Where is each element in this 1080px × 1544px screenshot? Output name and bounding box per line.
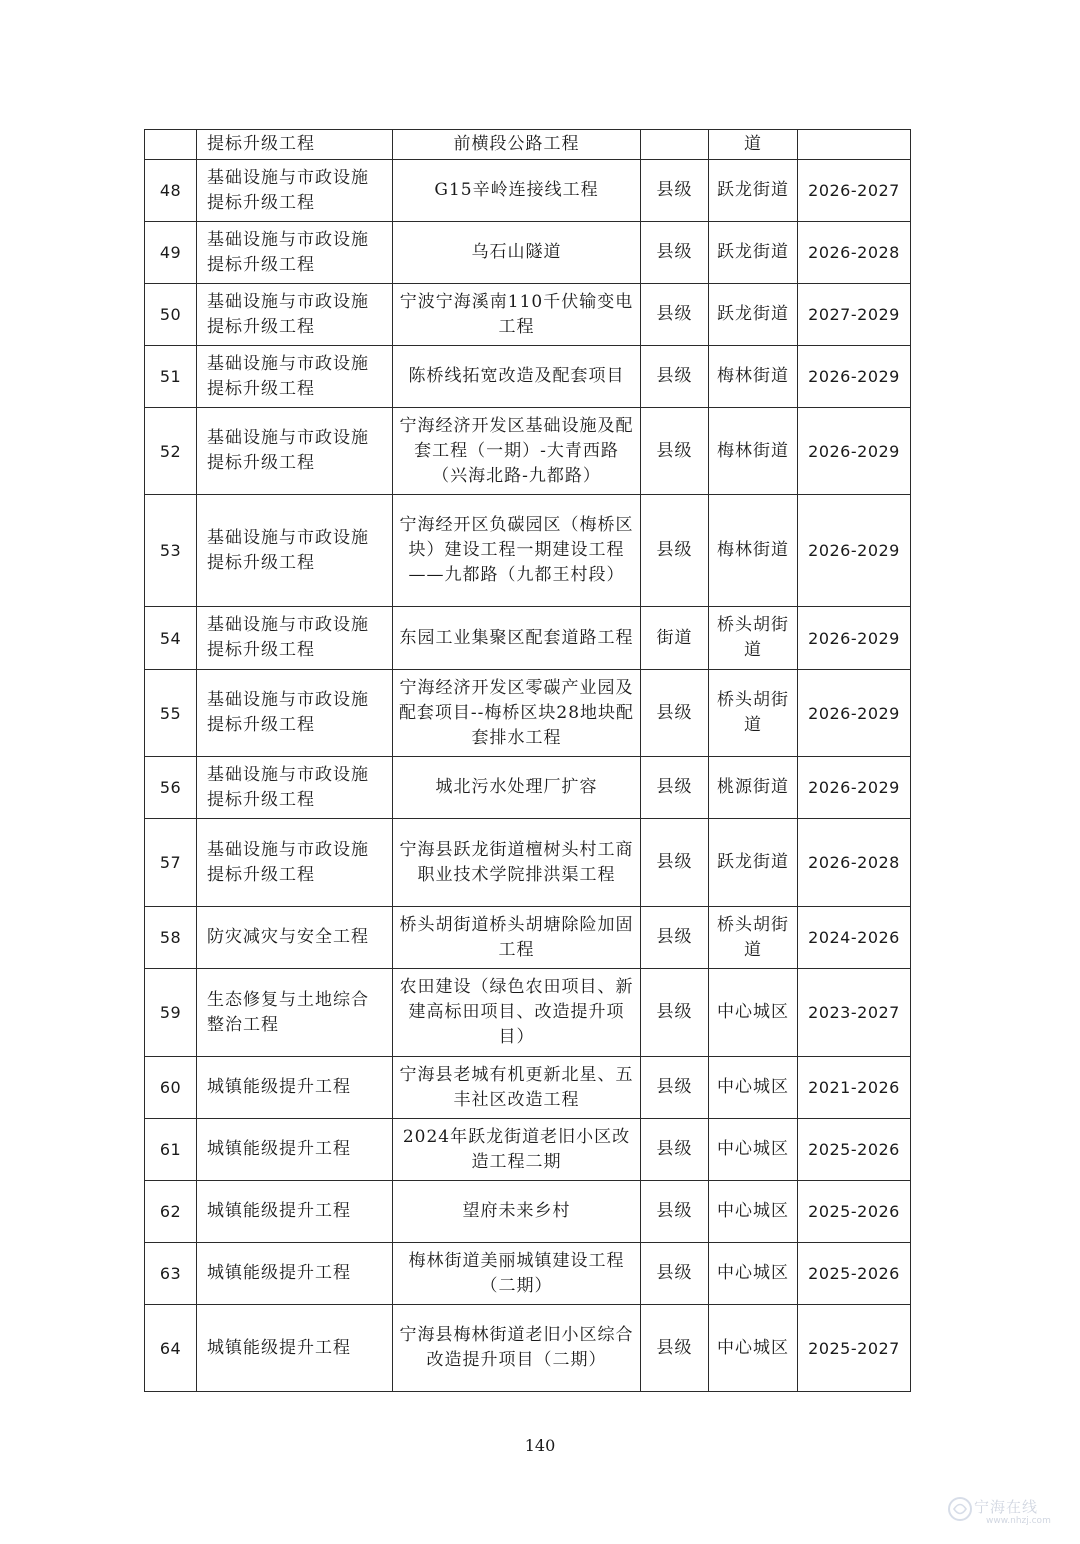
row-project-name: 农田建设（绿色农田项目、新建高标田项目、改造提升项目）	[393, 969, 641, 1057]
projects-table	[144, 129, 911, 1392]
row-years: 2026-2028	[798, 819, 911, 907]
row-project-name: 乌石山隧道	[393, 222, 641, 284]
row-years: 2027-2029	[798, 284, 911, 346]
row-category: 基础设施与市政设施提标升级工程	[197, 670, 393, 757]
row-location: 中心城区	[709, 1305, 798, 1392]
row-number: 55	[145, 670, 197, 757]
row-category: 城镇能级提升工程	[197, 1057, 393, 1119]
row-number	[145, 130, 197, 160]
row-level	[641, 130, 709, 160]
row-number: 61	[145, 1119, 197, 1181]
row-category: 防灾减灾与安全工程	[197, 907, 393, 969]
row-years: 2024-2026	[798, 907, 911, 969]
row-years: 2026-2029	[798, 757, 911, 819]
row-location: 梅林街道	[709, 346, 798, 408]
row-years	[798, 130, 911, 160]
row-years: 2025-2026	[798, 1181, 911, 1243]
row-location: 跃龙街道	[709, 819, 798, 907]
table-row	[145, 819, 911, 907]
row-location: 跃龙街道	[709, 160, 798, 222]
row-project-name: 桥头胡街道桥头胡塘除险加固工程	[393, 907, 641, 969]
table-row	[145, 222, 911, 284]
table-row	[145, 607, 911, 670]
row-project-name: 宁海县老城有机更新北星、五丰社区改造工程	[393, 1057, 641, 1119]
row-level: 县级	[641, 408, 709, 495]
row-project-name: 城北污水处理厂扩容	[393, 757, 641, 819]
row-level: 县级	[641, 670, 709, 757]
row-level: 县级	[641, 1057, 709, 1119]
row-number: 62	[145, 1181, 197, 1243]
row-project-name: 宁海经济开发区基础设施及配套工程（一期）-大青西路（兴海北路-九都路）	[393, 408, 641, 495]
row-project-name: 望府未来乡村	[393, 1181, 641, 1243]
row-location: 中心城区	[709, 1181, 798, 1243]
row-years: 2026-2027	[798, 160, 911, 222]
row-category: 基础设施与市政设施提标升级工程	[197, 757, 393, 819]
row-years: 2021-2026	[798, 1057, 911, 1119]
row-number: 49	[145, 222, 197, 284]
row-location: 桥头胡街道	[709, 670, 798, 757]
row-location: 中心城区	[709, 969, 798, 1057]
row-level: 县级	[641, 284, 709, 346]
row-category: 基础设施与市政设施提标升级工程	[197, 222, 393, 284]
row-years: 2025-2026	[798, 1119, 911, 1181]
table-row	[145, 160, 911, 222]
table-row	[145, 495, 911, 607]
row-years: 2026-2029	[798, 495, 911, 607]
table-row	[145, 1305, 911, 1392]
table-row	[145, 907, 911, 969]
row-years: 2026-2029	[798, 607, 911, 670]
table-row	[145, 757, 911, 819]
row-number: 48	[145, 160, 197, 222]
row-years: 2026-2028	[798, 222, 911, 284]
row-number: 50	[145, 284, 197, 346]
row-category: 生态修复与土地综合整治工程	[197, 969, 393, 1057]
row-category: 城镇能级提升工程	[197, 1305, 393, 1392]
row-location: 梅林街道	[709, 408, 798, 495]
row-project-name: 梅林街道美丽城镇建设工程（二期）	[393, 1243, 641, 1305]
site-watermark	[946, 1494, 1066, 1530]
row-number: 64	[145, 1305, 197, 1392]
table-row	[145, 670, 911, 757]
row-location: 桥头胡街道	[709, 907, 798, 969]
row-level: 县级	[641, 160, 709, 222]
row-number: 51	[145, 346, 197, 408]
row-number: 52	[145, 408, 197, 495]
row-level: 县级	[641, 907, 709, 969]
row-category: 提标升级工程	[197, 130, 393, 160]
row-years: 2025-2026	[798, 1243, 911, 1305]
watermark-text: 宁海在线	[974, 1498, 1039, 1516]
row-project-name: 陈桥线拓宽改造及配套项目	[393, 346, 641, 408]
projects-table-body	[145, 130, 911, 1392]
table-row	[145, 1057, 911, 1119]
row-number: 58	[145, 907, 197, 969]
row-project-name: 宁波宁海溪南110千伏输变电工程	[393, 284, 641, 346]
row-location: 中心城区	[709, 1057, 798, 1119]
row-location: 桥头胡街道	[709, 607, 798, 670]
row-category: 基础设施与市政设施提标升级工程	[197, 284, 393, 346]
row-level: 县级	[641, 222, 709, 284]
row-project-name: 宁海县跃龙街道檀树头村工商职业技术学院排洪渠工程	[393, 819, 641, 907]
row-level: 街道	[641, 607, 709, 670]
row-years: 2026-2029	[798, 670, 911, 757]
row-category: 城镇能级提升工程	[197, 1243, 393, 1305]
row-location: 道	[709, 130, 798, 160]
row-project-name: G15辛岭连接线工程	[393, 160, 641, 222]
row-project-name: 前横段公路工程	[393, 130, 641, 160]
row-location: 中心城区	[709, 1243, 798, 1305]
row-number: 57	[145, 819, 197, 907]
table-row	[145, 1181, 911, 1243]
row-number: 54	[145, 607, 197, 670]
table-row	[145, 969, 911, 1057]
row-years: 2023-2027	[798, 969, 911, 1057]
row-number: 56	[145, 757, 197, 819]
row-level: 县级	[641, 819, 709, 907]
row-level: 县级	[641, 969, 709, 1057]
row-category: 基础设施与市政设施提标升级工程	[197, 607, 393, 670]
row-category: 城镇能级提升工程	[197, 1119, 393, 1181]
row-number: 60	[145, 1057, 197, 1119]
table-row	[145, 346, 911, 408]
row-category: 基础设施与市政设施提标升级工程	[197, 495, 393, 607]
row-category: 基础设施与市政设施提标升级工程	[197, 160, 393, 222]
page-number: 140	[524, 1436, 556, 1455]
row-location: 中心城区	[709, 1119, 798, 1181]
watermark-logo-icon	[946, 1494, 976, 1524]
row-project-name: 宁海县梅林街道老旧小区综合改造提升项目（二期）	[393, 1305, 641, 1392]
row-category: 基础设施与市政设施提标升级工程	[197, 408, 393, 495]
row-years: 2026-2029	[798, 346, 911, 408]
row-number: 53	[145, 495, 197, 607]
row-level: 县级	[641, 1305, 709, 1392]
row-project-name: 2024年跃龙街道老旧小区改造工程二期	[393, 1119, 641, 1181]
table-row	[145, 408, 911, 495]
row-years: 2025-2027	[798, 1305, 911, 1392]
row-level: 县级	[641, 757, 709, 819]
row-category: 基础设施与市政设施提标升级工程	[197, 819, 393, 907]
row-location: 跃龙街道	[709, 284, 798, 346]
row-category: 基础设施与市政设施提标升级工程	[197, 346, 393, 408]
table-row	[145, 284, 911, 346]
row-location: 梅林街道	[709, 495, 798, 607]
row-location: 跃龙街道	[709, 222, 798, 284]
watermark-url: www.nhzj.com	[986, 1516, 1051, 1526]
row-location: 桃源街道	[709, 757, 798, 819]
row-level: 县级	[641, 1119, 709, 1181]
row-number: 63	[145, 1243, 197, 1305]
row-number: 59	[145, 969, 197, 1057]
row-project-name: 东园工业集聚区配套道路工程	[393, 607, 641, 670]
row-level: 县级	[641, 346, 709, 408]
table-row	[145, 130, 911, 160]
table-row	[145, 1243, 911, 1305]
table-row	[145, 1119, 911, 1181]
row-level: 县级	[641, 1181, 709, 1243]
row-years: 2026-2029	[798, 408, 911, 495]
row-level: 县级	[641, 495, 709, 607]
row-project-name: 宁海经开区负碳园区（梅桥区块）建设工程一期建设工程——九都路（九都王村段）	[393, 495, 641, 607]
row-project-name: 宁海经济开发区零碳产业园及配套项目--梅桥区块28地块配套排水工程	[393, 670, 641, 757]
row-category: 城镇能级提升工程	[197, 1181, 393, 1243]
row-level: 县级	[641, 1243, 709, 1305]
